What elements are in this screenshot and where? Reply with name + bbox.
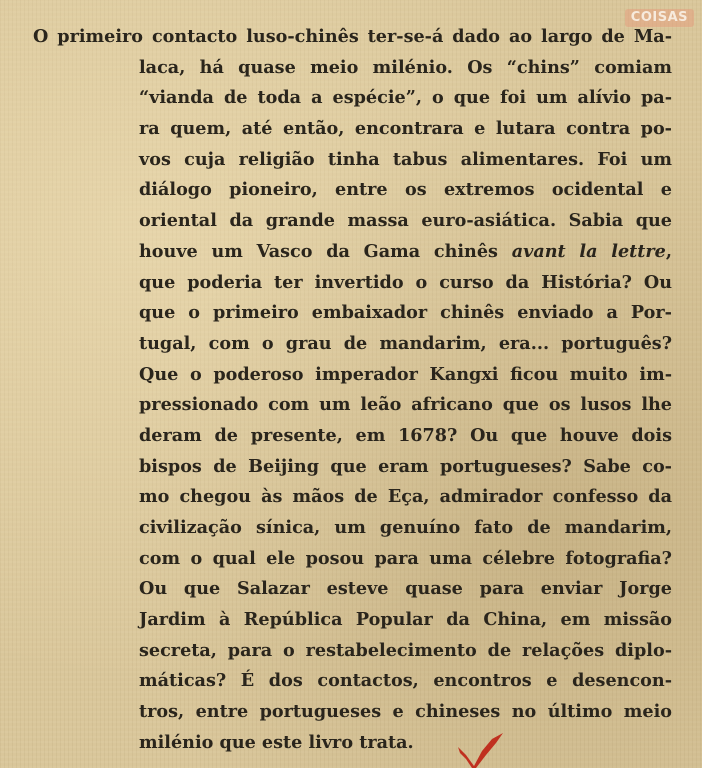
text-line-21: secreta, para o restabelecimento de relações diplo- <box>139 639 672 661</box>
text-line-7: oriental da grande massa euro-asiática. Sabia que <box>139 210 672 232</box>
text-line-23: tros, entre portugueses e chineses no último meio <box>139 701 672 723</box>
brushstroke-icon <box>458 733 503 768</box>
text-line-2: laca, há quase meio milénio. Os “chins” comiam <box>139 56 672 78</box>
text-line-15: bispos de Beijing que eram portugueses? Sabe co- <box>139 455 672 477</box>
text-line-17: civilização sínica, um genuíno fato de mandarim, <box>139 517 672 538</box>
text-line-18: com o qual ele posou para uma célebre fotografia? <box>139 547 672 569</box>
blurb-paragraph <box>0 22 702 759</box>
italic-phrase: avant la lettre <box>511 240 666 262</box>
text-line-10: que o primeiro embaixador chinês enviado a Por- <box>139 302 672 324</box>
text-line-16: mo chegou às mãos de Eça, admirador confesso da <box>139 486 672 508</box>
text-line-14: deram de presente, em 1678? Ou que houve dois <box>139 424 672 446</box>
text-line-9: que poderia ter invertido o curso da História? Ou <box>139 271 672 293</box>
text-line-24: milénio que este livro trata. <box>139 731 414 753</box>
coisas-watermark: COISAS <box>625 9 694 27</box>
text-line-4: ra quem, até então, encontrara e lutara contra po- <box>139 118 672 140</box>
text-line-13: pressionado com um leão africano que os lusos lhe <box>139 394 672 416</box>
text-line-19: Ou que Salazar esteve quase para enviar Jorge <box>139 578 672 600</box>
text-line-22: máticas? É dos contactos, encontros e desencon- <box>139 670 672 692</box>
text-line-11: tugal, com o grau de mandarim, era... português? <box>139 332 672 354</box>
text-line-8-start: houve um Vasco da Gama chinês <box>139 240 512 262</box>
text-line-8-end: , <box>665 240 672 262</box>
text-line-8 <box>0 237 702 268</box>
text-line-1: O primeiro contacto luso-chinês ter-se-á dado ao largo de Ma- <box>33 26 672 47</box>
red-brushstroke-mark <box>456 733 504 768</box>
text-line-6: diálogo pioneiro, entre os extremos ocidental e <box>139 179 672 201</box>
text-line-5: vos cuja religião tinha tabus alimentares. Foi um <box>139 148 672 170</box>
text-line-20: Jardim à República Popular da China, em missão <box>139 609 672 631</box>
text-line-3: “vianda de toda a espécie”, o que foi um alívio pa- <box>139 87 672 109</box>
text-line-12: Que o poderoso imperador Kangxi ficou muito im- <box>139 363 672 385</box>
